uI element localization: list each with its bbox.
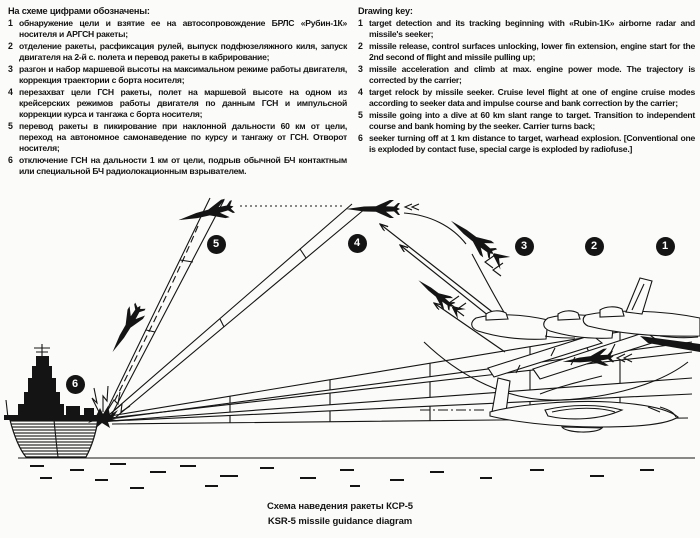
- item-number: 3: [358, 64, 363, 74]
- item-number: 1: [358, 18, 363, 28]
- item-text: разгон и набор маршевой высоты на максимальном режиме работы двигателя, коррекция траектории с борта носителя;: [19, 64, 347, 85]
- item-text: seeker turning off at 1 km distance to target, warhead explosion. [Conventional one is exploded by contact fuse, special carge is exploded by radiofuse.]: [369, 133, 695, 154]
- stage-marker-4: 4: [348, 234, 367, 253]
- stage-marker-6: 6: [66, 375, 85, 394]
- carrier-aircraft-group: [472, 278, 700, 379]
- item-number: 2: [8, 41, 13, 51]
- turning-tail-fin: [492, 378, 510, 412]
- item-text: missile going into a dive at 60 km slant range to target. Transition to independent course and bank homing by the seeker. Carrier turns back;: [369, 110, 695, 131]
- ship-hull: [10, 420, 98, 457]
- key-heading-ru: На схеме цифрами обозначены:: [8, 6, 150, 16]
- fuselage-position-1: [472, 315, 548, 339]
- stage-marker-1: 1: [656, 237, 675, 256]
- item-number: 5: [8, 121, 13, 131]
- cockpit-3: [600, 307, 624, 317]
- item-text: missile release, control surfaces unlocking, lower fin extension, engine start for the 2nd second of flight and missile pulling up;: [369, 41, 695, 62]
- item-text: target detection and its tracking beginning with «Rubin-1K» airborne radar and missile's seeker;: [369, 18, 695, 39]
- missile-stage5-diving: [105, 301, 148, 357]
- item-number: 4: [358, 87, 363, 97]
- item-text: обнаружение цели и взятие ее на автосопровождение БРЛС «Рубин-1К» носителя и АРГСН ракеты;: [19, 18, 347, 39]
- cockpit-2: [558, 311, 580, 320]
- item-text: target relock by missile seeker. Cruise level flight at one of engine cruise modes according to seeker data and impulse course and bank correction by the carrier;: [369, 87, 695, 108]
- item-text: отключение ГСН на дальности 1 км от цели, подрыв обычной БЧ контактным или специальной БЧ радиолокационным взрывателем.: [19, 155, 347, 176]
- missile-stage4-cruise: [346, 200, 400, 218]
- dive-trajectory: [114, 226, 198, 402]
- caption-russian: Схема наведения ракеты КСР-5: [267, 501, 413, 512]
- stage-marker-2: 2: [585, 237, 604, 256]
- item-text: отделение ракеты, расфиксация рулей, выпуск подфюзеляжного киля, запуск двигателя на 2-й с. полета и перевод ракеты в кабрирование;: [19, 41, 347, 62]
- key-heading-en: Drawing key:: [358, 6, 413, 16]
- item-number: 1: [8, 18, 13, 28]
- target-ship: [4, 344, 102, 457]
- item-number: 6: [8, 155, 13, 165]
- item-text: перевод ракеты в пикирование при наклонной дальности 60 км от цели, переход на автономное самонаведение по курсу и тангажу от ГСН. Отворот носителя;: [19, 121, 347, 153]
- item-number: 2: [358, 41, 363, 51]
- cockpit-1: [486, 311, 508, 320]
- climb-to-cruise-curve: [404, 213, 466, 244]
- missile-stage5-cruise: [176, 197, 236, 229]
- tail-fin: [626, 278, 652, 314]
- item-number: 3: [8, 64, 13, 74]
- item-number: 4: [8, 87, 13, 97]
- item-number: 5: [358, 110, 363, 120]
- water-dashes: [30, 464, 654, 488]
- seeker-beam-right: [110, 204, 366, 417]
- stage-marker-3: 3: [515, 237, 534, 256]
- caption-english: KSR-5 missile guidance diagram: [267, 516, 413, 527]
- seeker-beam-left: [106, 198, 224, 414]
- item-number: 6: [358, 133, 363, 143]
- item-text: перезахват цели ГСН ракеты, полет на маршевой высоте на одном из крейсерских режимов работы двигателя по данным ГСН и импульсной коррекции курса и тангажа с борта носителя;: [19, 87, 347, 119]
- stage-marker-5: 5: [207, 235, 226, 254]
- missile-stage3-climbing: [445, 214, 510, 270]
- item-text: missile acceleration and climb at max. engine power mode. The trajectory is corrected by the carrier;: [369, 64, 695, 85]
- turning-engine-pod: [562, 427, 602, 432]
- mid-climb-curve: [472, 254, 505, 314]
